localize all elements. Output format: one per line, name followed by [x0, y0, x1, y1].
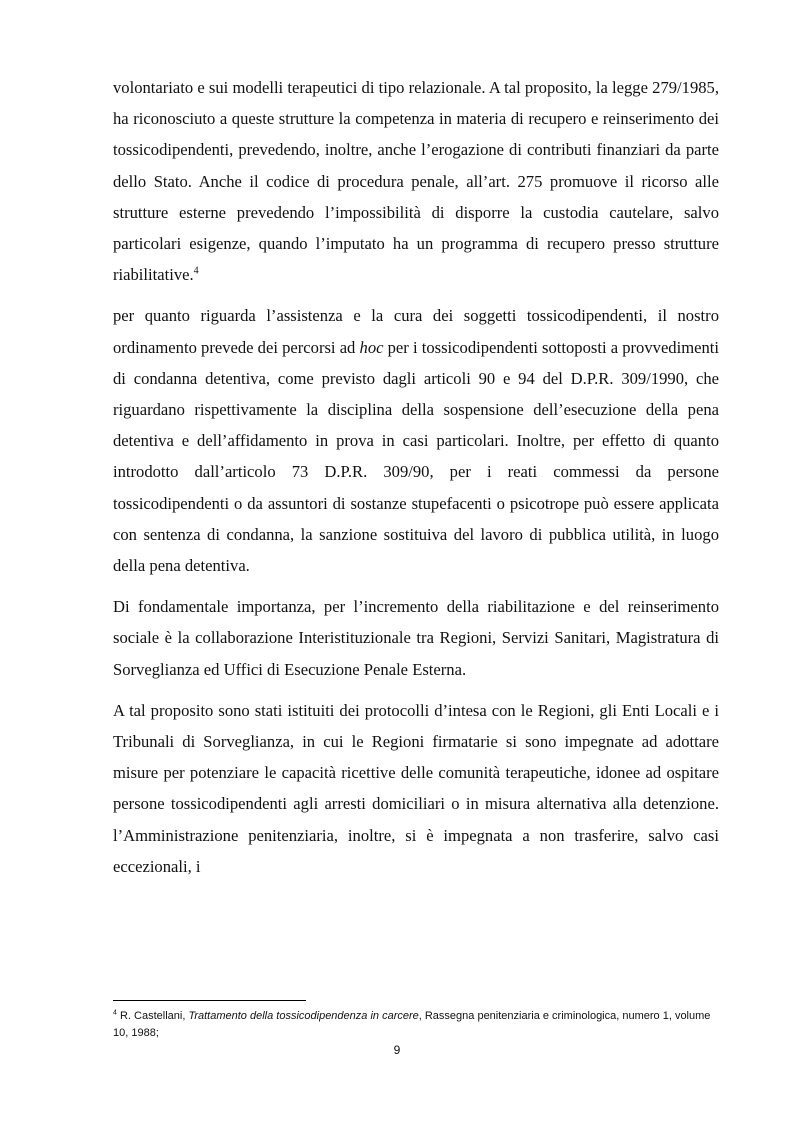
- italic-term: hoc: [359, 337, 384, 357]
- paragraph-1: [113, 72, 719, 290]
- footnote-title: Trattamento della tossicodipendenza in carcere: [188, 1010, 419, 1022]
- paragraph-1-text: volontariato e sui modelli terapeutici di tipo relazionale. A tal proposito, la legge 279/1985, ha riconosciuto a queste strutture la competenza in materia di recupero e reinserimento dei tossicodipendenti, prevedendo, inoltre, anche l’erogazione di contributi finanziari da parte dello Stato. Anche il codice di procedura penale, all’art. 275 promuove il ricorso alle strutture esterne prevedendo l’impossibilità di disporre la custodia cautelare, salvo particolari esigenze, quando l’imputato ha un programma di recupero presso strutture riabilitative.: [113, 78, 719, 285]
- paragraph-2-text-start: per quanto riguarda l’assistenza e la cura dei soggetti tossicodipendenti, il nostro ordinamento prevede dei percorsi ad: [113, 306, 719, 357]
- footnote: [113, 1008, 719, 1042]
- page-number: 9: [393, 1043, 401, 1057]
- paragraph-2: [113, 300, 719, 581]
- body-text: [113, 72, 719, 892]
- paragraph-4-text: A tal proposito sono stati istituiti dei protocolli d’intesa con le Regioni, gli Enti Locali e i Tribunali di Sorveglianza, in cui le Regioni firmatarie si sono impegnate ad adottare misure per potenziare le capacità ricettive delle comunità terapeutiche, idonee ad ospitare persone tossicodipendenti agli arresti domiciliari o in misura alternativa alla detenzione. l’Amministrazione penitenziaria, inoltre, si è impegnata a non trasferire, salvo casi eccezionali, i: [113, 700, 719, 876]
- paragraph-3: [113, 591, 719, 685]
- footnote-divider: [113, 1000, 306, 1001]
- footnote-source: , Rassegna penitenziaria e criminologica, numero 1, volume 10, 1988;: [113, 1010, 711, 1039]
- footnote-number: 4: [113, 1009, 117, 1017]
- paragraph-3-text: Di fondamentale importanza, per l’incremento della riabilitazione e del reinserimento sociale è la collaborazione Interistituzionale tra Regioni, Servizi Sanitari, Magistratura di Sorveglianza ed Uffici di Esecuzione Penale Esterna.: [113, 597, 719, 679]
- footnote-reference[interactable]: 4: [193, 265, 199, 277]
- footnote-author: R. Castellani,: [116, 1010, 189, 1022]
- paragraph-4: [113, 695, 719, 882]
- paragraph-2-text-end: per i tossicodipendenti sottoposti a provvedimenti di condanna detentiva, come previsto dagli articoli 90 e 94 del D.P.R. 309/1990, che riguardano rispettivamente la disciplina della sospensione dell’esecuzione della pena detentiva e dell’affidamento in prova in casi particolari. Inoltre, per effetto di quanto introdotto dall’articolo 73 D.P.R. 309/90, per i reati commessi da persone tossicodipendenti o da assuntori di sostanze stupefacenti o psicotrope può essere applicata con sentenza di condanna, la sanzione sostituiva del lavoro di pubblica utilità, in luogo della pena detentiva.: [113, 337, 720, 576]
